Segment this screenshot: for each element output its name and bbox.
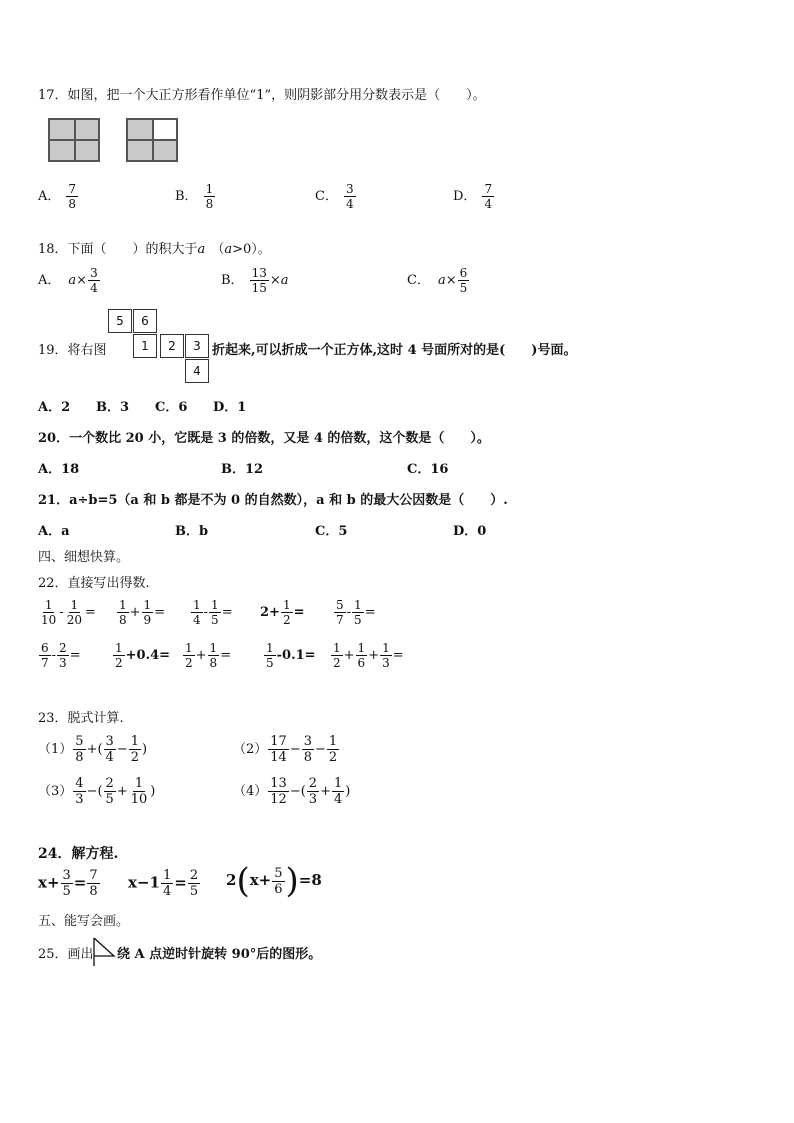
q20-option-b[interactable]: B．12 [221, 462, 264, 477]
q22-item-1: $\frac{1}{10}$ - $\frac{1}{20}$ = [41, 598, 96, 627]
q20-option-a[interactable]: A．18 [38, 462, 80, 477]
q23-item-3: （3） $\frac{4}{3}$ −( $\frac{2}{5}$ + $\frac{1}{10}$ ) [38, 776, 156, 807]
q19-net-cell-3: 3 [185, 334, 209, 358]
q23-item-2: （2） $\frac{17}{14}$ − $\frac{3}{8}$ − $\frac{1}{2}$ [233, 734, 338, 765]
q21-option-d[interactable]: D．0 [453, 524, 487, 539]
q22-item-8: $\frac{1}{2}$ + $\frac{1}{8}$ = [185, 641, 232, 670]
q22-item-4: 2+ $\frac{1}{2}$ = [260, 598, 305, 627]
q19-stem-suffix: 折起来,可以折成一个正方体,这时 4 号面所对的是( )号面。 [212, 343, 577, 358]
q24-equation-1: x+ $\frac{3}{5}$ = $\frac{7}{8}$ [38, 868, 98, 899]
q22-item-10: $\frac{1}{2}$ + $\frac{1}{6}$ + $\frac{1}{3}$ = [333, 641, 404, 670]
q23-title: 23．脱式计算. [38, 711, 124, 726]
section-5-heading: 五、能写会画。 [38, 914, 130, 929]
q22-item-3: $\frac{1}{4}$ - $\frac{1}{5}$ = [193, 598, 233, 627]
q25-stem-suffix: 绕 A 点逆时针旋转 90°后的图形。 [117, 947, 322, 962]
q17-figure-full [48, 118, 100, 162]
q21-option-b[interactable]: B．b [175, 524, 209, 539]
q25-stem-prefix: 25．画出 [38, 947, 94, 962]
q19-option-b[interactable]: B．3 [96, 400, 130, 415]
q19-net-cell-1: 1 [133, 334, 157, 358]
q17-option-b[interactable]: B． $\frac{1}{8}$ [175, 182, 214, 211]
q18-option-b[interactable]: B． $\frac{13}{15}$ ×a [221, 266, 289, 295]
q19-option-a[interactable]: A．2 [38, 400, 71, 415]
q22-item-6: $\frac{6}{7}$ - $\frac{2}{3}$ = [41, 641, 81, 670]
q19-stem-prefix: 19．将右图 [38, 343, 107, 358]
q19-option-d[interactable]: D．1 [213, 400, 247, 415]
q20-option-c[interactable]: C．16 [407, 462, 449, 477]
q22-item-9: $\frac{1}{5}$ -0.1= [266, 641, 316, 670]
q22-title: 22．直接写出得数. [38, 576, 150, 591]
q17-option-c[interactable]: C． $\frac{3}{4}$ [315, 182, 354, 211]
section-4-heading: 四、细想快算。 [38, 550, 130, 565]
q24-title: 24．解方程. [38, 846, 119, 862]
q24-equation-3: 2(x+ $\frac{5}{6}$ )=8 [226, 861, 322, 901]
q22-item-5: $\frac{5}{7}$ - $\frac{1}{5}$ = [336, 598, 376, 627]
q19-net-cell-4: 4 [185, 359, 209, 383]
q21-option-c[interactable]: C．5 [315, 524, 348, 539]
q21-stem: 21．a÷b=5（a 和 b 都是不为 0 的自然数），a 和 b 的最大公因数是（ ）. [38, 493, 508, 508]
q17-option-d[interactable]: D． $\frac{7}{4}$ [453, 182, 493, 211]
q18-option-a[interactable]: A． a× $\frac{3}{4}$ [38, 266, 98, 295]
q22-item-7: $\frac{1}{2}$ +0.4= [115, 641, 171, 670]
q17-figure-partial [126, 118, 178, 162]
q20-stem: 20．一个数比 20 小，它既是 3 的倍数，又是 4 的倍数，这个数是（ ）。 [38, 431, 490, 446]
q22-item-2: $\frac{1}{8}$ + $\frac{1}{9}$ = [119, 598, 166, 627]
q17-option-a[interactable]: A． $\frac{7}{8}$ [38, 182, 77, 211]
q24-equation-2: x−1 $\frac{1}{4}$ = $\frac{2}{5}$ [128, 868, 199, 899]
q21-option-a[interactable]: A．a [38, 524, 70, 539]
right-triangle-figure [90, 936, 118, 968]
q19-net-cell-6: 6 [133, 309, 157, 333]
q18-option-c[interactable]: C． a× $\frac{6}{5}$ [407, 266, 468, 295]
q19-option-c[interactable]: C．6 [155, 400, 188, 415]
q23-item-4: （4） $\frac{13}{12}$ −( $\frac{2}{3}$ + $\frac{1}{4}$ ) [233, 776, 351, 807]
q18-stem: 18．下面（ ）的积大于a （a>0）。 [38, 242, 271, 257]
q23-item-1: （1） $\frac{5}{8}$ +( $\frac{3}{4}$ − $\frac{1}{2}$ ) [38, 734, 148, 765]
q19-net-cell-5: 5 [108, 309, 132, 333]
q17-stem: 17．如图，把一个大正方形看作单位“1”，则阴影部分用分数表示是（ ）。 [38, 88, 486, 103]
q19-net-cell-2: 2 [160, 334, 184, 358]
